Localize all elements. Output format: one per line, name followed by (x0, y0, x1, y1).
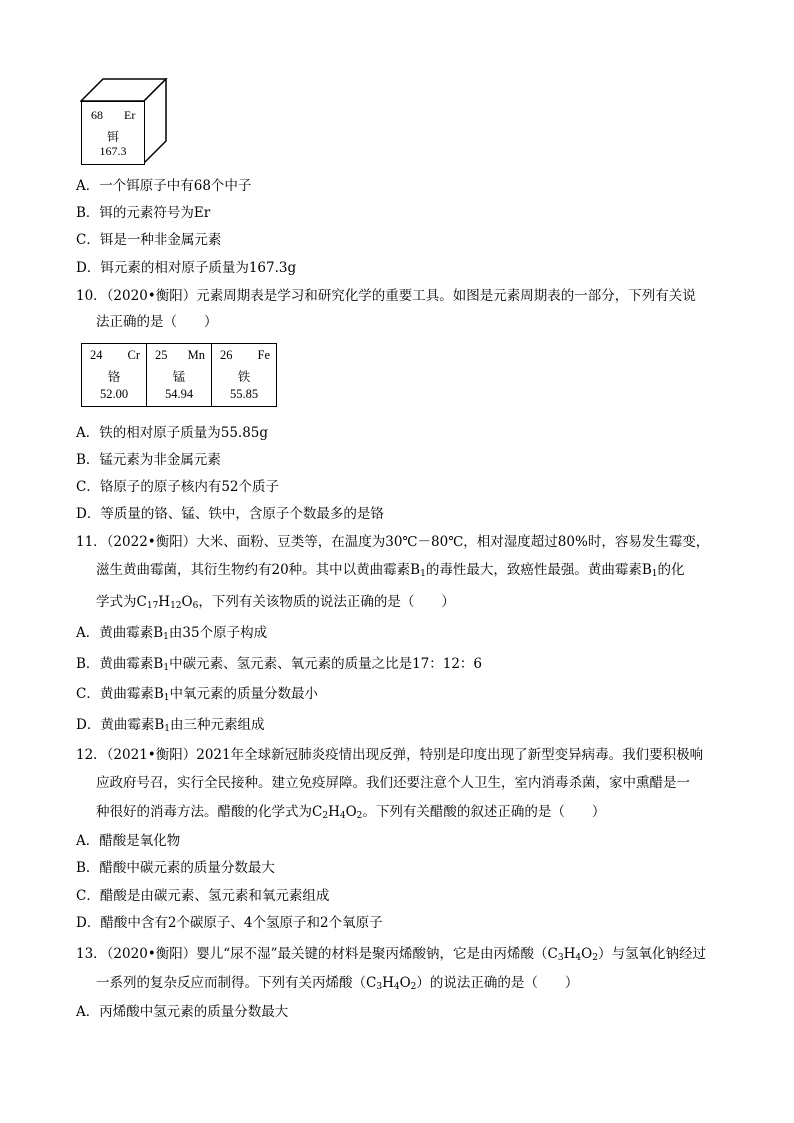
subscript: 4 (393, 982, 400, 992)
atomic-number: 26 (220, 348, 233, 362)
subscript: 1 (651, 569, 658, 579)
atomic-number: 25 (155, 348, 168, 362)
question-11-stem-cont (96, 561, 685, 579)
option-a: A．醋酸是氧化物 (76, 833, 181, 849)
text-run: 滋生黄曲霉菌，其衍生物约有20种。其中以黄曲霉素B (96, 562, 421, 578)
subscript: 6 (192, 601, 199, 611)
subscript: 4 (575, 953, 582, 963)
option-d: D．等质量的铬、锰、铁中，含原子个数最多的是铬 (76, 506, 384, 522)
text-run: C．黄曲霉素B (76, 686, 164, 702)
subscript: 3 (557, 953, 564, 963)
atomic-number: 68 (91, 108, 103, 122)
option-c: C．铒是一种非金属元素 (76, 232, 222, 248)
option-b: B．锰元素为非金属元素 (76, 452, 221, 468)
text-run: 。下列有关醋酸的叙述正确的是（ ） (362, 804, 606, 820)
option-b: B．铒的元素符号为Er (76, 205, 211, 221)
question-11-stem: 11．（2022•衡阳）大米、面粉、豆类等，在温度为30℃－80℃，相对湿度超过80%时，容易发生霉变， (76, 534, 710, 550)
text-run: 由三种元素组成 (169, 717, 265, 733)
element-name: 铬 (107, 369, 121, 384)
question-12-stem-cont: 应政府号召，实行全民接种。建立免疫屏障。我们还要注意个人卫生，室内消毒杀菌，家中熏醋是一 (96, 775, 690, 791)
text-run: 中碳元素、氢元素、氧元素的质量之比是17：12：6 (169, 656, 483, 672)
element-cell-cr (82, 344, 147, 407)
option-d: D．铒元素的相对原子质量为167.3g (76, 260, 297, 276)
option-d (76, 716, 264, 734)
question-10-stem-cont: 法正确的是（ ） (96, 314, 218, 330)
option-c: C．醋酸是由碳元素、氢元素和氧元素组成 (76, 888, 330, 904)
question-12-stem: 12．（2021•衡阳）2021年全球新冠肺炎疫情出现反弹，特别是印度出现了新型变异病毒。我们要积极响 (76, 747, 704, 763)
option-b: B．醋酸中碳元素的质量分数最大 (76, 860, 275, 876)
option-d: D．醋酸中含有2个碳原子、4个氢原子和2个氧原子 (76, 915, 383, 931)
question-11-formula-line (96, 593, 455, 611)
text-run: H (563, 946, 576, 962)
element-card-erbium (81, 101, 145, 165)
option-a (76, 624, 267, 642)
atomic-mass: 54.94 (164, 387, 194, 401)
element-name: 铒 (106, 130, 119, 144)
subscript: 2 (356, 811, 363, 821)
text-run: ）与氢氧化钠经过 (597, 946, 706, 962)
element-symbol: Fe (257, 348, 270, 362)
text-run: 学式为C (96, 594, 147, 610)
subscript: 2 (410, 982, 417, 992)
option-a: A．铁的相对原子质量为55.85g (76, 425, 269, 441)
subscript: 1 (163, 632, 169, 642)
atomic-mass: 55.85 (229, 387, 259, 401)
question-10-stem: 10．（2020•衡阳）元素周期表是学习和研究化学的重要工具。如图是元素周期表的一部分，下列有关说 (76, 288, 696, 304)
subscript: 4 (339, 811, 346, 821)
text-run: A．黄曲霉素B (76, 625, 164, 641)
element-name: 铁 (237, 369, 251, 384)
text-run: ）的说法正确的是（ ） (416, 975, 579, 991)
text-run: O (181, 594, 193, 610)
text-run: H (158, 594, 171, 610)
text-run: O (345, 804, 357, 820)
atomic-mass: 52.00 (99, 387, 129, 401)
option-c (76, 685, 318, 703)
text-run: H (382, 975, 394, 991)
option-a: A．一个铒原子中有68个中子 (76, 178, 252, 194)
element-symbol: Mn (187, 348, 205, 362)
text-run: 的毒性最大，致癌性最强。黄曲霉素B (425, 562, 652, 578)
text-run: 一系列的复杂反应而制得。下列有关丙烯酸（C (96, 975, 377, 991)
element-cell-fe (212, 344, 277, 407)
option-c: C．铬原子的原子核内有52个质子 (76, 479, 280, 495)
text-run: B．黄曲霉素B (76, 656, 164, 672)
subscript: 2 (322, 811, 329, 821)
subscript: 3 (376, 982, 383, 992)
subscript: 1 (163, 663, 170, 673)
subscript: 1 (420, 569, 426, 579)
text-run: 的化 (657, 562, 685, 578)
text-run: 中氧元素的质量分数最小 (169, 686, 318, 702)
text-run: D．黄曲霉素B (76, 717, 165, 733)
subscript: 17 (146, 601, 159, 611)
periodic-table-strip (81, 343, 277, 407)
subscript: 2 (592, 953, 598, 963)
text-run: ，下列有关该物质的说法正确的是（ ） (198, 594, 455, 610)
subscript: 1 (163, 693, 170, 703)
element-name: 锰 (172, 369, 186, 384)
atomic-number: 24 (90, 348, 103, 362)
text-run: O (399, 975, 411, 991)
atomic-mass: 167.3 (99, 144, 127, 158)
subscript: 1 (164, 724, 170, 734)
text-run: 13．（2020•衡阳）婴儿“尿不湿”最关键的材料是聚丙烯酸钠，它是由丙烯酸（C (76, 946, 558, 962)
question-13-stem (76, 945, 706, 963)
question-13-stem-cont (96, 974, 578, 992)
option-a: A．丙烯酸中氢元素的质量分数最大 (76, 1004, 289, 1020)
text-run: H (328, 804, 340, 820)
subscript: 12 (170, 601, 182, 611)
option-b (76, 655, 482, 673)
text-run: O (581, 946, 593, 962)
text-run: 种很好的消毒方法。醋酸的化学式为C (96, 804, 323, 820)
question-12-formula-line (96, 803, 605, 821)
element-symbol: Er (124, 108, 136, 122)
element-cell-mn (147, 344, 212, 407)
element-symbol: Cr (127, 348, 140, 362)
text-run: 由35个原子构成 (168, 625, 268, 641)
